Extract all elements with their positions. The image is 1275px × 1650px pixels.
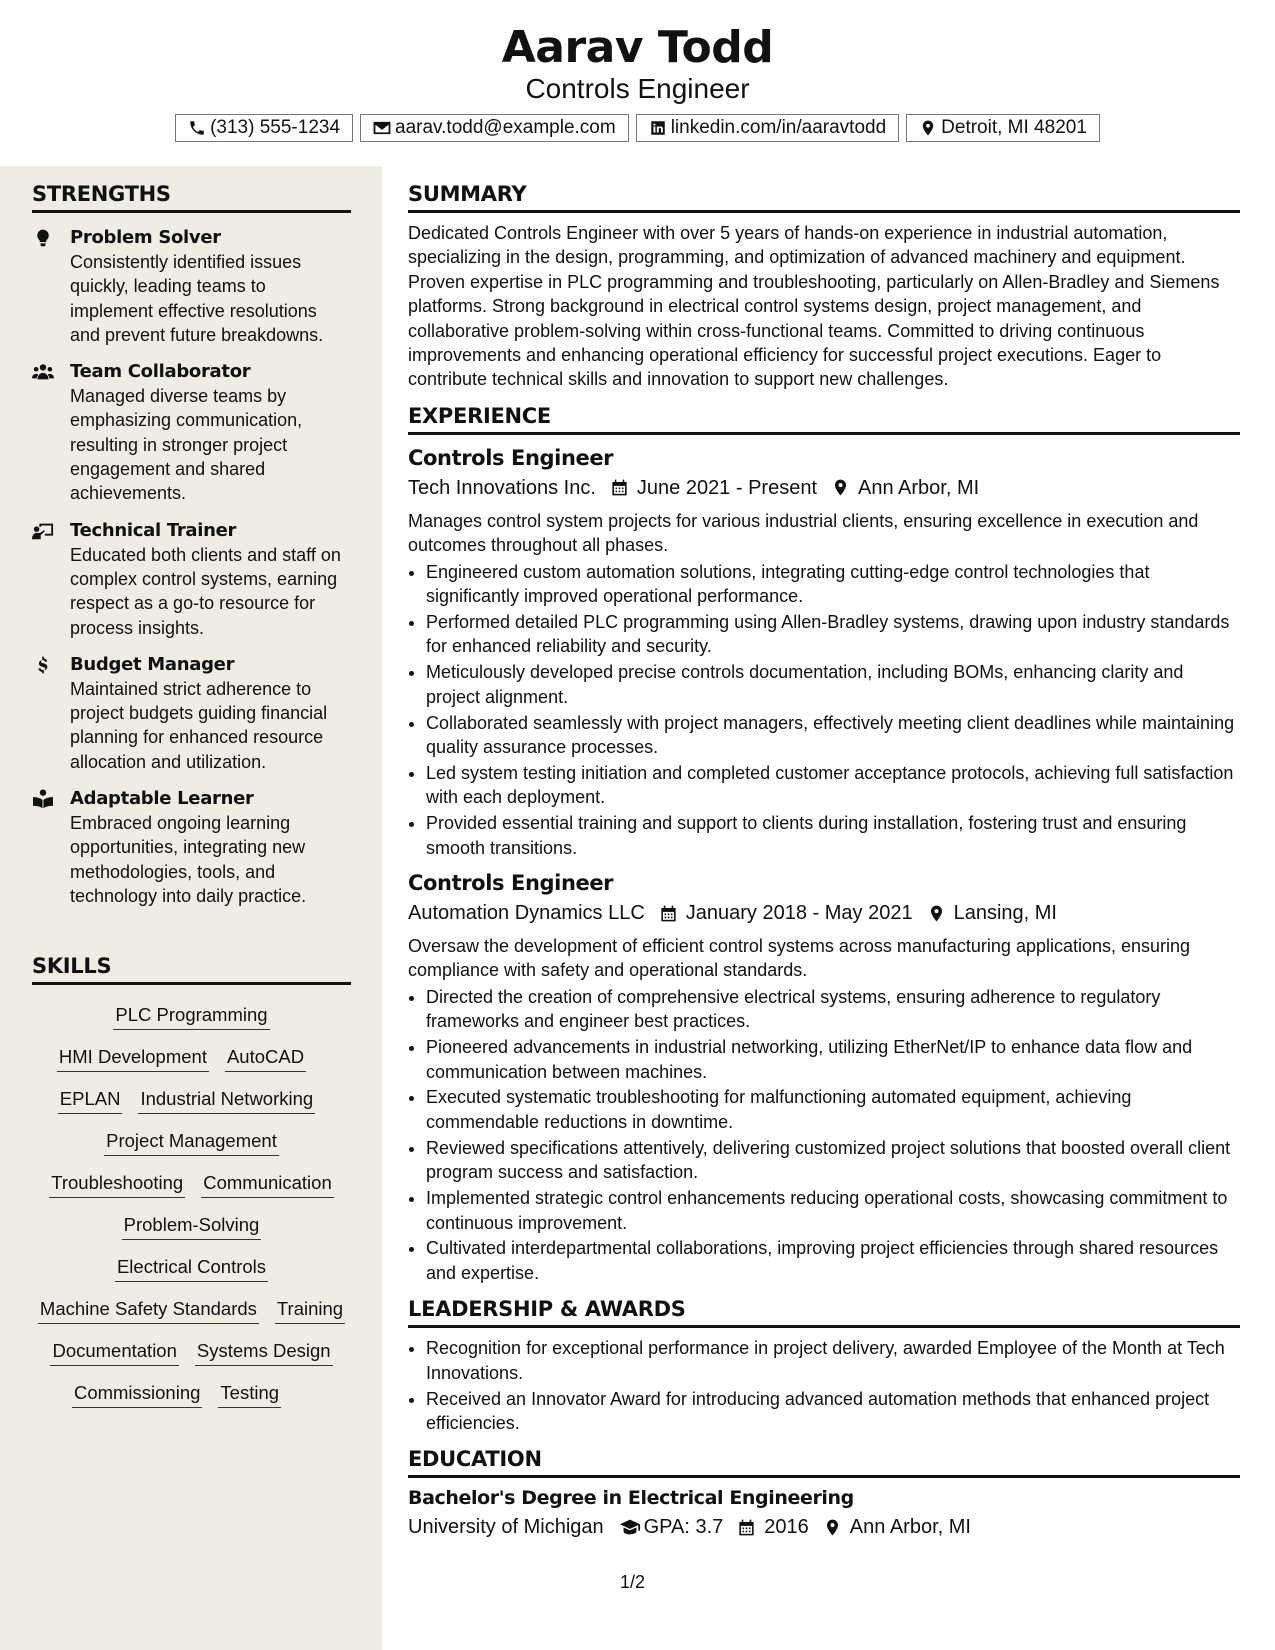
- strength-desc: Consistently identified issues quickly, leading teams to implement effective resolutions and prevent future breakdowns.: [70, 252, 324, 345]
- contact-email: [360, 114, 629, 142]
- job-description: Oversaw the development of efficient control systems across manufacturing applications, ensuring compliance with safety and operational standards.: [408, 936, 1191, 981]
- map-pin-icon: [927, 904, 946, 923]
- list-item: • Pioneered advancements in industrial networking, utilizing EtherNet/IP to enhance data flow and communication between machines.: [426, 1035, 1240, 1084]
- strength-title: Adaptable Learner: [70, 788, 254, 810]
- list-item: • Reviewed specifications attentively, delivering customized project solutions that boosted overall client program success and satisfaction.: [426, 1136, 1240, 1185]
- job-title: Controls Engineer: [408, 445, 614, 470]
- strength-item: [32, 652, 351, 774]
- section-title: EDUCATION: [408, 1447, 1240, 1478]
- phone-icon: [188, 119, 206, 137]
- skill-tag: Industrial Networking: [138, 1085, 315, 1114]
- skills-section: [32, 954, 351, 1408]
- strength-desc: Educated both clients and staff on complex control systems, earning respect as a go-to resource for process insights.: [70, 544, 341, 638]
- list-item: • Directed the creation of comprehensive electrical systems, ensuring adherence to regulatory frameworks and engineer best practices.: [426, 985, 1240, 1034]
- users-icon: [32, 362, 54, 382]
- linkedin-icon: [649, 119, 667, 137]
- list-item: • Collaborated seamlessly with project managers, effectively meeting client deadlines while maintaining quality assurance processes.: [426, 711, 1240, 760]
- education-meta: [408, 1512, 1240, 1542]
- job-company: Tech Innovations Inc.: [408, 476, 596, 499]
- skill-tag: EPLAN: [58, 1085, 123, 1114]
- contact-text: Detroit, MI 48201: [941, 117, 1087, 138]
- job-entry: [408, 868, 1240, 1285]
- graduation-cap-icon: [618, 1516, 642, 1538]
- map-pin-icon: [831, 478, 850, 497]
- skills-list: [32, 1001, 351, 1408]
- skill-tag: Communication: [201, 1169, 334, 1198]
- list-item: • Provided essential training and support to clients during installation, fostering trust and ensuring smooth transitions.: [426, 811, 1240, 860]
- contact-phone: [175, 114, 353, 142]
- job-bullets: [408, 985, 1240, 1285]
- section-title: SKILLS: [32, 954, 351, 985]
- candidate-name: Aarav Todd: [501, 22, 774, 73]
- job-bullets: [408, 560, 1240, 860]
- skill-tag: PLC Programming: [113, 1001, 269, 1030]
- strength-desc: Maintained strict adherence to project budgets guiding financial planning for enhanced resource allocation and utilization.: [70, 678, 328, 772]
- job-dates: June 2021 - Present: [636, 476, 818, 499]
- strength-item: [32, 786, 351, 908]
- map-pin-icon: [919, 119, 937, 137]
- job-meta: [408, 898, 1240, 928]
- list-item: • Recognition for exceptional performance in project delivery, awarded Employee of the Month at Tech Innovations.: [426, 1336, 1240, 1385]
- education-degree: Bachelor's Degree in Electrical Engineering: [408, 1487, 854, 1510]
- skill-tag: Commissioning: [72, 1379, 202, 1408]
- job-entry: [408, 443, 1240, 860]
- education-gpa: GPA: 3.7: [643, 1516, 724, 1539]
- skill-tag: AutoCAD: [225, 1043, 306, 1072]
- skill-tag: Systems Design: [195, 1337, 333, 1366]
- contact-linkedin: [636, 114, 899, 142]
- strength-title: Problem Solver: [70, 227, 221, 248]
- strength-title: Budget Manager: [70, 653, 235, 675]
- strength-item: [32, 518, 351, 640]
- calendar-icon: [659, 904, 678, 923]
- education-school: University of Michigan: [408, 1516, 604, 1539]
- job-company: Automation Dynamics LLC: [408, 902, 645, 925]
- skill-tag: Machine Safety Standards: [38, 1295, 259, 1324]
- list-item: • Cultivated interdepartmental collaborations, improving project efficiencies through shared resources and expertise.: [426, 1236, 1240, 1285]
- list-item: • Executed systematic troubleshooting for malfunctioning automated equipment, achieving commendable reductions in downtime.: [426, 1085, 1240, 1134]
- list-item: • Performed detailed PLC programming using Allen-Bradley systems, drawing upon industry standards for enhanced reliability and security.: [426, 610, 1240, 659]
- page-number: 1/2: [620, 1572, 646, 1592]
- candidate-title: Controls Engineer: [525, 73, 750, 104]
- summary-section: [408, 182, 1240, 392]
- section-title: EXPERIENCE: [408, 404, 1240, 435]
- leadership-section: [408, 1297, 1240, 1435]
- job-description: Manages control system projects for various industrial clients, ensuring excellence in execution and outcomes throughout all phases.: [408, 510, 1199, 556]
- section-title: SUMMARY: [408, 182, 1240, 213]
- summary-text: Dedicated Controls Engineer with over 5 years of hands-on experience in industrial automation, specializing in the design, programming, and optimization of advanced machinery and equipment. Proven expertise in PLC programming and troubleshooting, particularly on Allen-Bradley and Siemens platforms. Strong background in electrical control systems design, project management, and collaborative problem-solving within cross-functional teams. Committed to driving continuous improvements and enhancing operational efficiency for successful project executions. Eager to contribute technical skills and innovation to support new challenges.: [408, 223, 1220, 390]
- envelope-icon: [373, 119, 391, 137]
- skill-tag: Documentation: [50, 1337, 178, 1366]
- skill-tag: Electrical Controls: [115, 1253, 268, 1282]
- education-year: 2016: [764, 1516, 809, 1539]
- calendar-icon: [610, 478, 629, 497]
- list-item: • Received an Innovator Award for introducing advanced automation methods that enhanced project efficiencies.: [426, 1387, 1240, 1436]
- section-title: STRENGTHS: [32, 182, 351, 213]
- strength-desc: Managed diverse teams by emphasizing communication, resulting in stronger project engagement and shared achievements.: [70, 386, 303, 504]
- strength-title: Technical Trainer: [70, 519, 237, 541]
- book-reader-icon: [32, 789, 54, 809]
- section-title: LEADERSHIP & AWARDS: [408, 1297, 1240, 1328]
- job-location: Ann Arbor, MI: [858, 476, 980, 499]
- sidebar: [0, 166, 382, 1650]
- list-item: • Engineered custom automation solutions, integrating cutting-edge control technologies that significantly improved operational performance.: [426, 560, 1240, 609]
- strength-title: Team Collaborator: [70, 361, 251, 383]
- strength-desc: Embraced ongoing learning opportunities, integrating new methodologies, tools, and technology into daily practice.: [70, 813, 307, 906]
- job-meta: [408, 473, 1240, 503]
- strengths-section: [32, 182, 351, 908]
- contact-text: aarav.todd@example.com: [395, 117, 616, 138]
- skill-tag: Testing: [218, 1379, 281, 1408]
- map-pin-icon: [823, 1518, 842, 1537]
- contact-text: linkedin.com/in/aaravtodd: [670, 117, 887, 138]
- strength-item: [32, 359, 351, 505]
- job-title: Controls Engineer: [408, 871, 614, 896]
- calendar-icon: [737, 1518, 756, 1537]
- list-item: • Meticulously developed precise controls documentation, including BOMs, enhancing clarity and project alignment.: [426, 660, 1240, 709]
- lightbulb-icon: [32, 228, 54, 248]
- job-location: Lansing, MI: [953, 902, 1057, 925]
- dollar-icon: [32, 655, 54, 675]
- contact-bar: [0, 114, 1275, 142]
- job-dates: January 2018 - May 2021: [685, 902, 913, 925]
- main-content: [408, 166, 1240, 1542]
- list-item: • Led system testing initiation and completed customer acceptance protocols, achieving full satisfaction with each deployment.: [426, 761, 1240, 810]
- leadership-bullets: [408, 1336, 1240, 1435]
- skill-tag: Problem-Solving: [122, 1211, 262, 1240]
- skill-tag: Project Management: [104, 1127, 279, 1156]
- skill-tag: HMI Development: [57, 1043, 209, 1072]
- education-location: Ann Arbor, MI: [849, 1516, 971, 1539]
- contact-location: [906, 114, 1100, 142]
- skill-tag: Training: [275, 1295, 345, 1324]
- strength-item: [32, 225, 351, 347]
- chalkboard-teacher-icon: [32, 521, 54, 541]
- experience-section: [408, 404, 1240, 1285]
- skill-tag: Troubleshooting: [49, 1169, 185, 1198]
- contact-text: (313) 555-1234: [210, 117, 341, 138]
- list-item: • Implemented strategic control enhancements reducing operational costs, showcasing commitment to continuous improvement.: [426, 1186, 1240, 1235]
- education-section: [408, 1447, 1240, 1542]
